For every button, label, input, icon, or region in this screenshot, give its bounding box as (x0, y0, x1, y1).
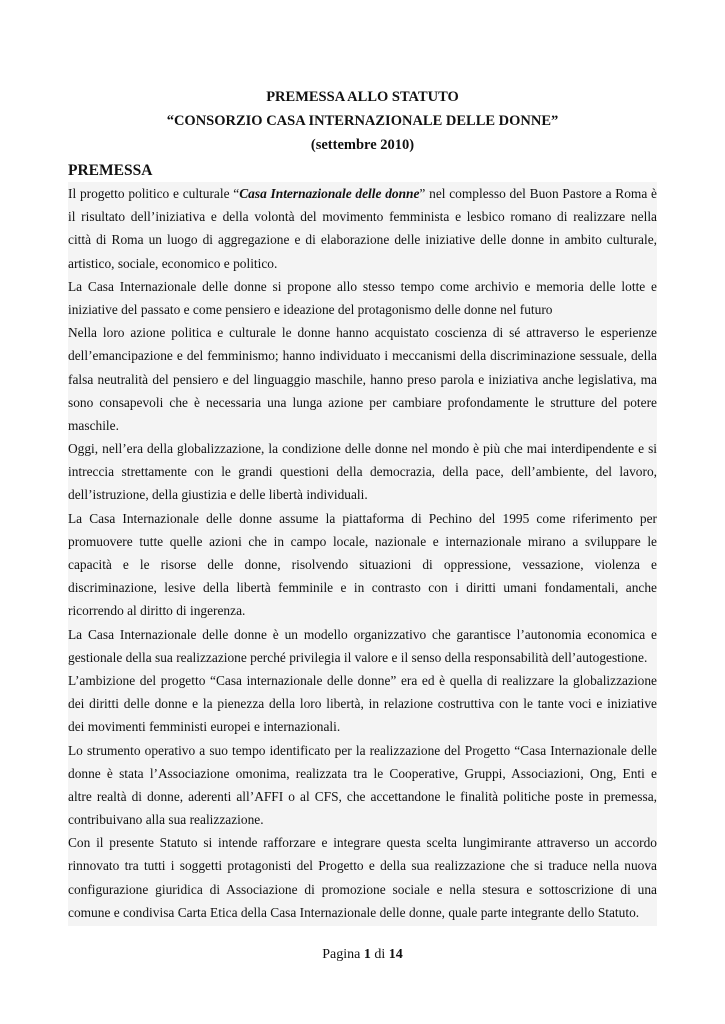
body-line: iniziative del passato e come pensiero e ideazione del protagonismo delle donne nel futuro (68, 301, 553, 317)
body-line: dell’istruzione, della giustizia e delle libertà individuali. (68, 487, 368, 503)
heading-line-2: “CONSORZIO CASA INTERNAZIONALE DELLE DONNE” (166, 113, 559, 129)
body-line: sono consapevoli che è necessaria una lunga azione per cambiare profondamente le strutture del potere (68, 394, 657, 410)
body-line: discriminazione, lesive della libertà femminile e in contrasto con i diritti umani fondamentali, anche (68, 580, 657, 596)
body-line (68, 182, 657, 205)
body-line: dell’emancipazione e del femminismo; hanno individuato i meccanismi della discriminazione sessuale, della (68, 348, 657, 364)
body-line: promuovere tutte quelle azioni che in campo locale, nazionale e internazionale mirano a sviluppare le (68, 533, 657, 549)
body-line: artistico, sociale, economico e politico. (68, 255, 278, 271)
heading-line-3: (settembre 2010) (310, 137, 415, 153)
body-line: capacità e le risorse delle donne, risolvendo situazioni di oppressione, vessazione, violenza e (68, 557, 657, 572)
document-heading (0, 85, 725, 157)
body-line: Nella loro azione politica e culturale le donne hanno acquistato coscienza di sé attraverso le esperienze (68, 325, 657, 341)
body-line: Lo strumento operativo a suo tempo identificato per la realizzazione del Progetto “Casa Internazionale delle (68, 742, 657, 758)
page-footer (0, 944, 725, 966)
body-line: il risultato dell’iniziativa e della volontà del movimento femminista e lesbico romano di realizzare nella (68, 209, 657, 225)
total-pages-number: 14 (388, 947, 403, 962)
body-line: La Casa Internazionale delle donne si propone allo stesso tempo come archivio e memoria delle lotte e (68, 278, 657, 294)
body-line: altre realtà di donne, aderenti all’AFFI o al CFS, che accettandone le finalità politiche poste in premessa, (68, 788, 657, 804)
body-line: maschile. (68, 417, 119, 433)
body-line: falsa neutralità del pensiero e del linguaggio maschile, hanno preso parola e iniziativa anche legislativa, ma (68, 371, 657, 387)
body-line: dei diritti delle donne e la pienezza della loro libertà, in relazione costruttiva con le tante voci e iniziative (68, 696, 657, 712)
intro-before: Il progetto politico e culturale “ (68, 186, 240, 201)
current-page-number: 1 (363, 947, 371, 962)
body-line: contribuivano alla sua realizzazione. (68, 812, 264, 828)
intro-after: ” nel complesso del Buon Pastore a Roma è (419, 186, 657, 201)
body-line: Con il presente Statuto si intende rafforzare e integrare questa scelta lungimirante attraverso un accordo (68, 835, 657, 851)
section-title: PREMESSA (68, 162, 153, 179)
page-label: Pagina (322, 947, 361, 962)
intro-italic-title: Casa Internazionale delle donne (239, 186, 420, 201)
page-of-label: di (374, 947, 386, 962)
body-line: donne è stata l’Associazione omonima, realizzata tra le Cooperative, Gruppi, Associazioni, Ong, Enti e (68, 765, 657, 781)
body-line: configurazione giuridica di Associazione di promozione sociale e nella stesura e sottoscrizione di una (68, 881, 657, 897)
body-line: comune e condivisa Carta Etica della Casa Internazionale delle donne, quale parte integrante dello Statuto. (68, 904, 640, 920)
body-line: rinnovato tra tutti i soggetti protagonisti del Progetto e della sua realizzazione che si traduce nella nuova (68, 858, 657, 874)
body-text (68, 182, 657, 926)
body-line: La Casa Internazionale delle donne è un modello organizzativo che garantisce l’autonomia economica e (68, 626, 657, 642)
body-line: gestionale della sua realizzazione perché privilegia il valore e il senso della responsabilità dell’autogestione. (68, 649, 648, 665)
body-line: Oggi, nell’era della globalizzazione, la condizione delle donne nel mondo è più che mai interdipendente e si (68, 441, 657, 457)
body-line: dei movimenti femministi europei e internazionali. (68, 719, 341, 735)
body-line: ricorrendo al diritto di ingerenza. (68, 603, 246, 619)
heading-line-1: PREMESSA ALLO STATUTO (266, 89, 459, 105)
body-line: città di Roma un luogo di aggregazione e di elaborazione delle iniziative delle donne in ambito culturale, (68, 232, 657, 248)
body-line: intreccia strettamente con le grandi questioni della democrazia, della pace, dell’ambiente, del lavoro, (68, 464, 657, 480)
body-line: L’ambizione del progetto “Casa internazionale delle donne” era ed è quella di realizzare la globalizzazione (68, 672, 657, 688)
body-line: La Casa Internazionale delle donne assume la piattaforma di Pechino del 1995 come riferimento per (68, 510, 657, 526)
